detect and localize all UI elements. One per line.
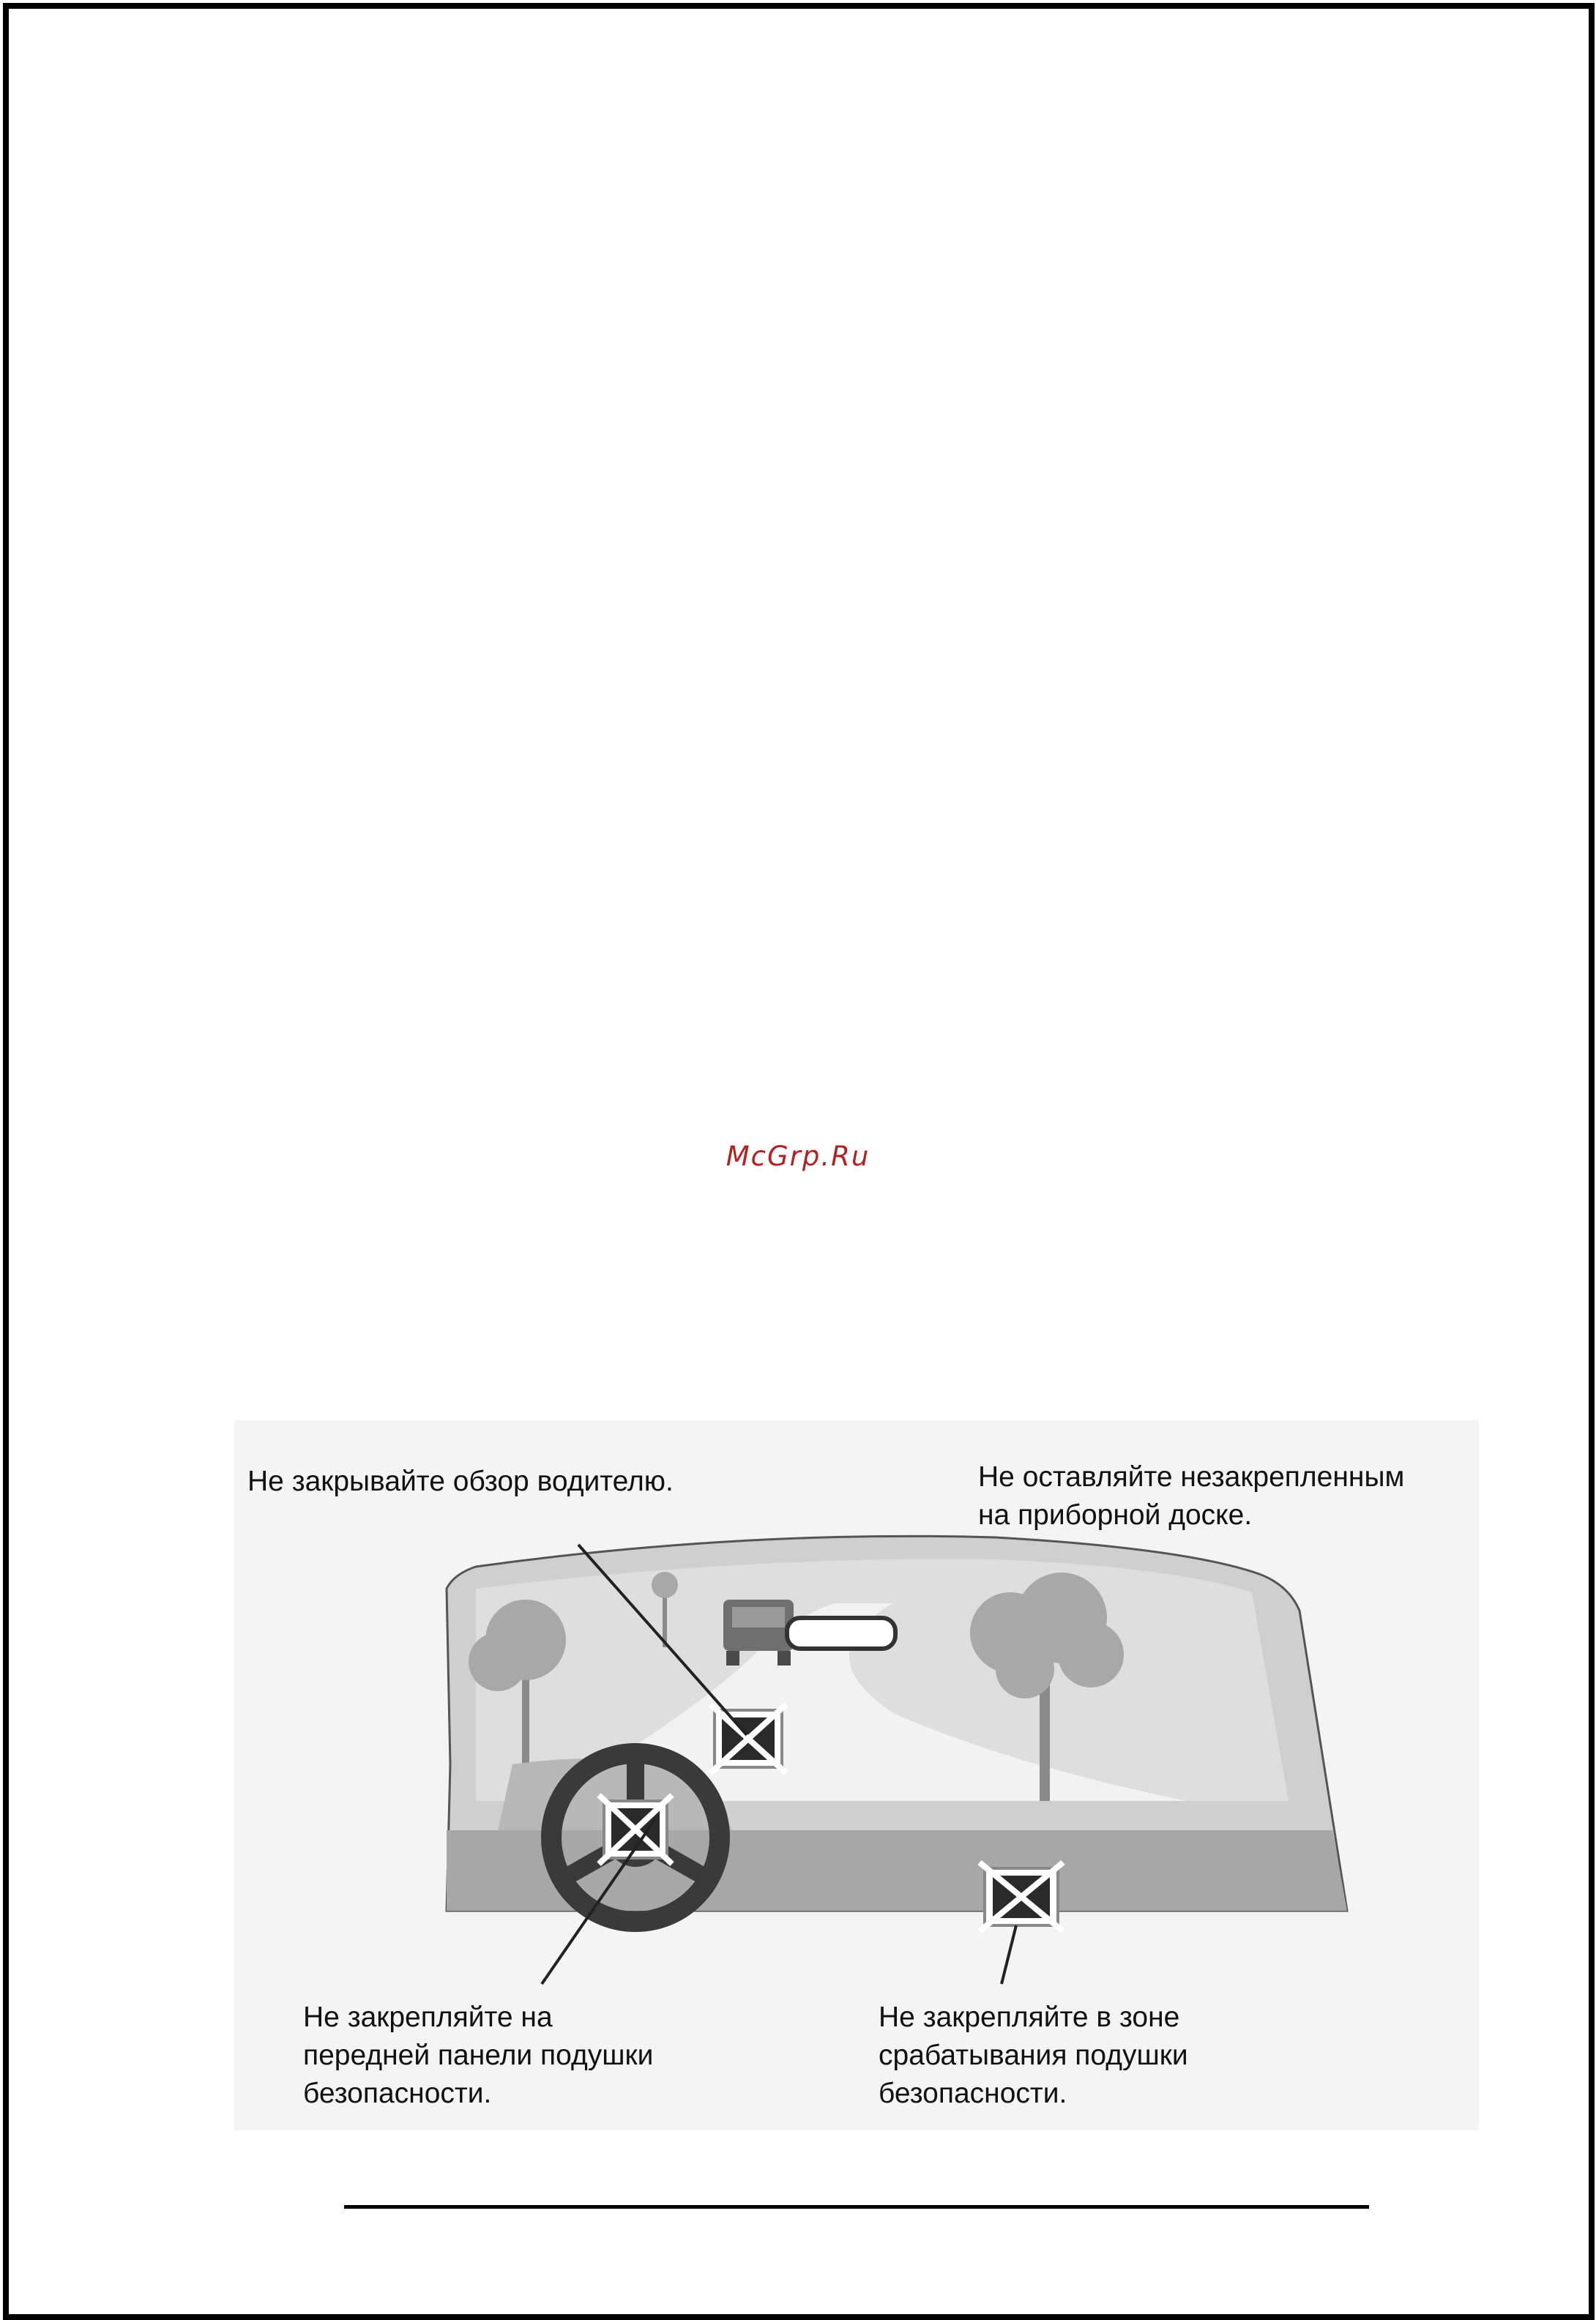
no-mount-passenger-airbag-icon (980, 1862, 1063, 1931)
no-mount-wheel-airbag-icon (599, 1795, 672, 1864)
no-mount-view-icon (710, 1704, 786, 1773)
caption-passenger-airbag: Не закрепляйте в зоне срабатывания подушки безопасности. (879, 2002, 1188, 2109)
leader-line-passenger-airbag (1002, 1925, 1016, 1984)
caption-view-obstruction: Не закрывайте обзор водителю. (247, 1466, 674, 1497)
rearview-mirror-icon (787, 1618, 895, 1649)
caption-wheel-airbag: Не закрепляйте на передней панели подушки безопасности. (303, 2002, 654, 2109)
watermark-text: McGrp.Ru (726, 1141, 870, 1172)
footer-rule (344, 2205, 1369, 2209)
caption-dashboard-unsecured: Не оставляйте незакрепленным на приборной доске. (978, 1461, 1405, 1531)
